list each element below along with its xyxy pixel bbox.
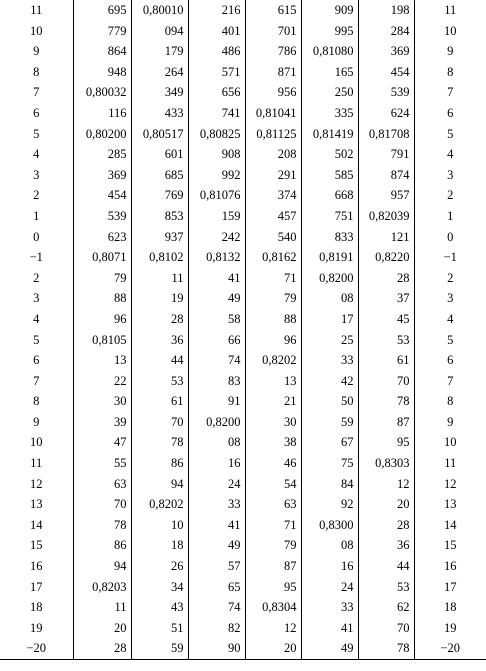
table-cell: 30	[73, 391, 131, 412]
table-cell: 701	[245, 21, 301, 42]
row-label-left: 7	[0, 371, 73, 392]
table-cell: 116	[73, 103, 131, 124]
table-cell: 995	[301, 21, 358, 42]
table-cell: 871	[245, 62, 301, 83]
table-cell: 0,8200	[301, 268, 358, 289]
table-cell: 0,8303	[358, 453, 414, 474]
table-cell: 12	[358, 474, 414, 495]
table-cell: 37	[358, 288, 414, 309]
table-cell: 78	[358, 638, 414, 659]
row-label-right: 9	[447, 414, 454, 429]
table-row	[0, 371, 486, 392]
table-cell: 65	[188, 577, 245, 598]
row-label-right: 7	[447, 373, 454, 388]
table-cell: 0,81125	[245, 124, 301, 145]
table-cell: 87	[358, 412, 414, 433]
table-cell: 58	[188, 309, 245, 330]
table-cell: 216	[188, 0, 245, 21]
row-label-left: 15	[0, 535, 73, 556]
table-cell: 779	[73, 21, 131, 42]
table-cell: 79	[73, 268, 131, 289]
table-cell: 33	[301, 350, 358, 371]
table-row	[0, 515, 486, 536]
table-row	[0, 618, 486, 639]
table-cell: 94	[131, 474, 188, 495]
table-cell: 18	[131, 535, 188, 556]
row-label-right: 17	[444, 579, 457, 594]
row-label-right: 14	[444, 517, 457, 532]
table-cell: 0,8304	[245, 597, 301, 618]
row-label-right: 6	[447, 105, 454, 120]
table-cell: 41	[188, 515, 245, 536]
table-cell: 91	[188, 391, 245, 412]
table-cell: 63	[73, 474, 131, 495]
row-label-left: 14	[0, 515, 73, 536]
table-cell: 284	[358, 21, 414, 42]
table-cell: 49	[188, 288, 245, 309]
table-cell: 668	[301, 185, 358, 206]
row-label-left: 7	[0, 82, 73, 103]
table-cell: 11	[131, 268, 188, 289]
table-row	[0, 165, 486, 186]
table-row	[0, 330, 486, 351]
table-cell: 16	[188, 453, 245, 474]
table-cell: 349	[131, 82, 188, 103]
row-label-right: 11	[444, 456, 457, 471]
table-cell: 41	[188, 268, 245, 289]
table-cell: 335	[301, 103, 358, 124]
table-row	[0, 453, 486, 474]
row-label-left: 4	[0, 144, 73, 165]
row-label-right: 4	[447, 311, 454, 326]
row-label-left: 11	[0, 0, 73, 21]
row-label-left: 2	[0, 268, 73, 289]
table-cell: 791	[358, 144, 414, 165]
table-row	[0, 0, 486, 21]
table-row	[0, 103, 486, 124]
table-cell: 0,80032	[73, 82, 131, 103]
table-cell: 41	[301, 618, 358, 639]
table-cell: 585	[301, 165, 358, 186]
row-label-right: 10	[444, 435, 457, 450]
table-cell: 86	[73, 535, 131, 556]
table-cell: 685	[131, 165, 188, 186]
row-label-left: 8	[0, 62, 73, 83]
table-cell: 539	[358, 82, 414, 103]
table-cell: 38	[245, 432, 301, 453]
table-cell: 17	[301, 309, 358, 330]
table-cell: 769	[131, 185, 188, 206]
table-row	[0, 556, 486, 577]
row-label-right: 7	[447, 85, 454, 100]
table-row	[0, 577, 486, 598]
row-label-left: 4	[0, 309, 73, 330]
table-cell: 21	[245, 391, 301, 412]
table-cell: 78	[73, 515, 131, 536]
row-label-right: 3	[447, 291, 454, 306]
row-label-right: 5	[447, 126, 454, 141]
table-cell: 10	[131, 515, 188, 536]
row-label-left: 3	[0, 165, 73, 186]
table-cell: 369	[73, 165, 131, 186]
table-cell: 0,80200	[73, 124, 131, 145]
table-cell: 741	[188, 103, 245, 124]
row-label-right: 16	[444, 559, 457, 574]
row-label-right: 0	[447, 229, 454, 244]
table-cell: 13	[245, 371, 301, 392]
table-row	[0, 309, 486, 330]
row-label-left: 18	[0, 597, 73, 618]
table-cell: 571	[188, 62, 245, 83]
table-cell: 90	[188, 638, 245, 659]
table-cell: 908	[188, 144, 245, 165]
table-cell: 51	[131, 618, 188, 639]
row-label-left: 2	[0, 185, 73, 206]
table-cell: 0,8220	[358, 247, 414, 268]
table-cell: 0,81076	[188, 185, 245, 206]
table-cell: 0,80010	[131, 0, 188, 21]
row-label-left: 6	[0, 103, 73, 124]
table-cell: 96	[245, 330, 301, 351]
table-cell: 74	[188, 350, 245, 371]
table-cell: 87	[245, 556, 301, 577]
table-cell: 0,80825	[188, 124, 245, 145]
row-label-left: 8	[0, 391, 73, 412]
table-cell: 0,81708	[358, 124, 414, 145]
row-label-left: −20	[0, 638, 73, 659]
table-cell: 0,81041	[245, 103, 301, 124]
row-label-right: 3	[447, 167, 454, 182]
table-cell: 0,8203	[73, 577, 131, 598]
table-cell: 291	[245, 165, 301, 186]
table-cell: 46	[245, 453, 301, 474]
table-row	[0, 638, 486, 659]
table-cell: 159	[188, 206, 245, 227]
table-cell: 094	[131, 21, 188, 42]
table-row	[0, 412, 486, 433]
table-cell: 08	[188, 432, 245, 453]
table-cell: 433	[131, 103, 188, 124]
row-label-right: −1	[443, 250, 457, 265]
table-cell: 853	[131, 206, 188, 227]
table-cell: 79	[245, 535, 301, 556]
row-label-right: 15	[444, 538, 457, 553]
table-cell: 198	[358, 0, 414, 21]
table-cell: 50	[301, 391, 358, 412]
table-cell: 937	[131, 227, 188, 248]
table-cell: 540	[245, 227, 301, 248]
row-label-left: 5	[0, 124, 73, 145]
table-cell: 53	[131, 371, 188, 392]
row-label-left: 12	[0, 474, 73, 495]
table-row	[0, 185, 486, 206]
row-label-right: 11	[444, 3, 457, 17]
table-row	[0, 144, 486, 165]
table-row	[0, 535, 486, 556]
table-row	[0, 268, 486, 289]
table-cell: 44	[131, 350, 188, 371]
table-cell: 250	[301, 82, 358, 103]
row-label-left: −1	[0, 247, 73, 268]
table-cell: 0,8071	[73, 247, 131, 268]
table-cell: 95	[245, 577, 301, 598]
table-row	[0, 124, 486, 145]
table-cell: 624	[358, 103, 414, 124]
row-label-left: 9	[0, 41, 73, 62]
table-cell: 0,8162	[245, 247, 301, 268]
table-cell: 20	[73, 618, 131, 639]
table-cell: 0,8102	[131, 247, 188, 268]
table-row	[0, 41, 486, 62]
table-cell: 33	[301, 597, 358, 618]
row-label-right: 8	[447, 64, 454, 79]
table-cell: 30	[245, 412, 301, 433]
row-label-right: 12	[444, 476, 457, 491]
table-cell: 24	[188, 474, 245, 495]
table-cell: 66	[188, 330, 245, 351]
table-cell: 242	[188, 227, 245, 248]
table-cell: 78	[131, 432, 188, 453]
table-cell: 0,8200	[188, 412, 245, 433]
row-label-right: 5	[447, 332, 454, 347]
table-cell: 45	[358, 309, 414, 330]
table-cell: 83	[188, 371, 245, 392]
row-label-left: 10	[0, 432, 73, 453]
table-cell: 20	[358, 494, 414, 515]
table-cell: 62	[358, 597, 414, 618]
table-row	[0, 21, 486, 42]
table-cell: 47	[73, 432, 131, 453]
table-cell: 486	[188, 41, 245, 62]
table-cell: 70	[73, 494, 131, 515]
table-cell: 70	[358, 371, 414, 392]
table-cell: 0,8300	[301, 515, 358, 536]
table-cell: 25	[301, 330, 358, 351]
row-label-right: 6	[447, 353, 454, 368]
table-cell: 909	[301, 0, 358, 21]
table-cell: 55	[73, 453, 131, 474]
table-cell: 70	[131, 412, 188, 433]
table-row	[0, 82, 486, 103]
table-cell: 08	[301, 288, 358, 309]
table-cell: 874	[358, 165, 414, 186]
table-cell: 457	[245, 206, 301, 227]
table-cell: 454	[358, 62, 414, 83]
table-cell: 615	[245, 0, 301, 21]
table-row	[0, 288, 486, 309]
table-row	[0, 597, 486, 618]
table-cell: 71	[245, 515, 301, 536]
table-cell: 24	[301, 577, 358, 598]
table-cell: 88	[73, 288, 131, 309]
table-cell: 61	[358, 350, 414, 371]
table-cell: 96	[73, 309, 131, 330]
table-cell: 121	[358, 227, 414, 248]
table-cell: 79	[245, 288, 301, 309]
table-row	[0, 391, 486, 412]
table-cell: 786	[245, 41, 301, 62]
table-cell: 0,8202	[245, 350, 301, 371]
row-label-right: 2	[447, 188, 454, 203]
row-label-right: 13	[444, 497, 457, 512]
table-cell: 26	[131, 556, 188, 577]
table-cell: 42	[301, 371, 358, 392]
table-cell: 86	[131, 453, 188, 474]
table-cell: 92	[301, 494, 358, 515]
row-label-left: 10	[0, 21, 73, 42]
table-row	[0, 432, 486, 453]
table-cell: 539	[73, 206, 131, 227]
row-label-right: 1	[447, 208, 454, 223]
table-row	[0, 474, 486, 495]
row-label-left: 13	[0, 494, 73, 515]
table-cell: 0,8191	[301, 247, 358, 268]
table-cell: 63	[245, 494, 301, 515]
table-row	[0, 247, 486, 268]
table-cell: 53	[358, 577, 414, 598]
row-label-left: 11	[0, 453, 73, 474]
row-label-left: 1	[0, 206, 73, 227]
table-row	[0, 227, 486, 248]
table-cell: 44	[358, 556, 414, 577]
table-cell: 49	[301, 638, 358, 659]
table-cell: 70	[358, 618, 414, 639]
table-cell: 95	[358, 432, 414, 453]
row-label-right: 4	[447, 147, 454, 162]
table-cell: 49	[188, 535, 245, 556]
table-cell: 43	[131, 597, 188, 618]
table-row	[0, 62, 486, 83]
row-label-left: 19	[0, 618, 73, 639]
table-row	[0, 206, 486, 227]
table-cell: 36	[358, 535, 414, 556]
table-cell: 75	[301, 453, 358, 474]
table-cell: 0,8202	[131, 494, 188, 515]
table-cell: 22	[73, 371, 131, 392]
table-cell: 695	[73, 0, 131, 21]
table-cell: 84	[301, 474, 358, 495]
table-cell: 179	[131, 41, 188, 62]
table-cell: 36	[131, 330, 188, 351]
table-cell: 71	[245, 268, 301, 289]
table-cell: 285	[73, 144, 131, 165]
table-cell: 374	[245, 185, 301, 206]
table-cell: 656	[188, 82, 245, 103]
table-cell: 0,80517	[131, 124, 188, 145]
table-cell: 78	[358, 391, 414, 412]
table-cell: 59	[131, 638, 188, 659]
table-cell: 57	[188, 556, 245, 577]
table-cell: 454	[73, 185, 131, 206]
table-cell: 992	[188, 165, 245, 186]
table-cell: 369	[358, 41, 414, 62]
table-row	[0, 350, 486, 371]
table-cell: 0,8132	[188, 247, 245, 268]
table-cell: 82	[188, 618, 245, 639]
table-cell: 165	[301, 62, 358, 83]
table-cell: 12	[245, 618, 301, 639]
table-cell: 33	[188, 494, 245, 515]
table-cell: 28	[358, 268, 414, 289]
table-cell: 401	[188, 21, 245, 42]
table-cell: 88	[245, 309, 301, 330]
row-label-left: 6	[0, 350, 73, 371]
table-row	[0, 494, 486, 515]
table-cell: 28	[131, 309, 188, 330]
row-label-right: −20	[414, 638, 486, 659]
table-cell: 948	[73, 62, 131, 83]
row-label-right: 19	[444, 620, 457, 635]
table-cell: 67	[301, 432, 358, 453]
table-cell: 0,82039	[358, 206, 414, 227]
table-cell: 11	[73, 597, 131, 618]
table-cell: 957	[358, 185, 414, 206]
table-cell: 0,8105	[73, 330, 131, 351]
table-cell: 20	[245, 638, 301, 659]
table-cell: 623	[73, 227, 131, 248]
table-cell: 28	[73, 638, 131, 659]
table-cell: 28	[358, 515, 414, 536]
table-cell: 59	[301, 412, 358, 433]
table-cell: 601	[131, 144, 188, 165]
table-cell: 53	[358, 330, 414, 351]
table-cell: 94	[73, 556, 131, 577]
table-cell: 502	[301, 144, 358, 165]
table-cell: 34	[131, 577, 188, 598]
table-cell: 0,81080	[301, 41, 358, 62]
row-label-right: 2	[447, 270, 454, 285]
row-label-left: 16	[0, 556, 73, 577]
table-cell: 08	[301, 535, 358, 556]
row-label-right: 9	[447, 44, 454, 59]
row-label-right: 18	[444, 600, 457, 615]
table-cell: 264	[131, 62, 188, 83]
row-label-left: 17	[0, 577, 73, 598]
table-cell: 61	[131, 391, 188, 412]
row-label-left: 3	[0, 288, 73, 309]
row-label-left: 0	[0, 227, 73, 248]
table-cell: 74	[188, 597, 245, 618]
row-label-left: 5	[0, 330, 73, 351]
table-cell: 19	[131, 288, 188, 309]
table-cell: 0,81419	[301, 124, 358, 145]
row-label-left: 9	[0, 412, 73, 433]
table-cell: 751	[301, 206, 358, 227]
table-cell: 956	[245, 82, 301, 103]
table-cell: 39	[73, 412, 131, 433]
table-cell: 208	[245, 144, 301, 165]
table-cell: 833	[301, 227, 358, 248]
row-label-right: 10	[444, 23, 457, 38]
table-cell: 16	[301, 556, 358, 577]
table-cell: 864	[73, 41, 131, 62]
row-label-right: 8	[447, 394, 454, 409]
table-cell: 54	[245, 474, 301, 495]
table-cell: 13	[73, 350, 131, 371]
